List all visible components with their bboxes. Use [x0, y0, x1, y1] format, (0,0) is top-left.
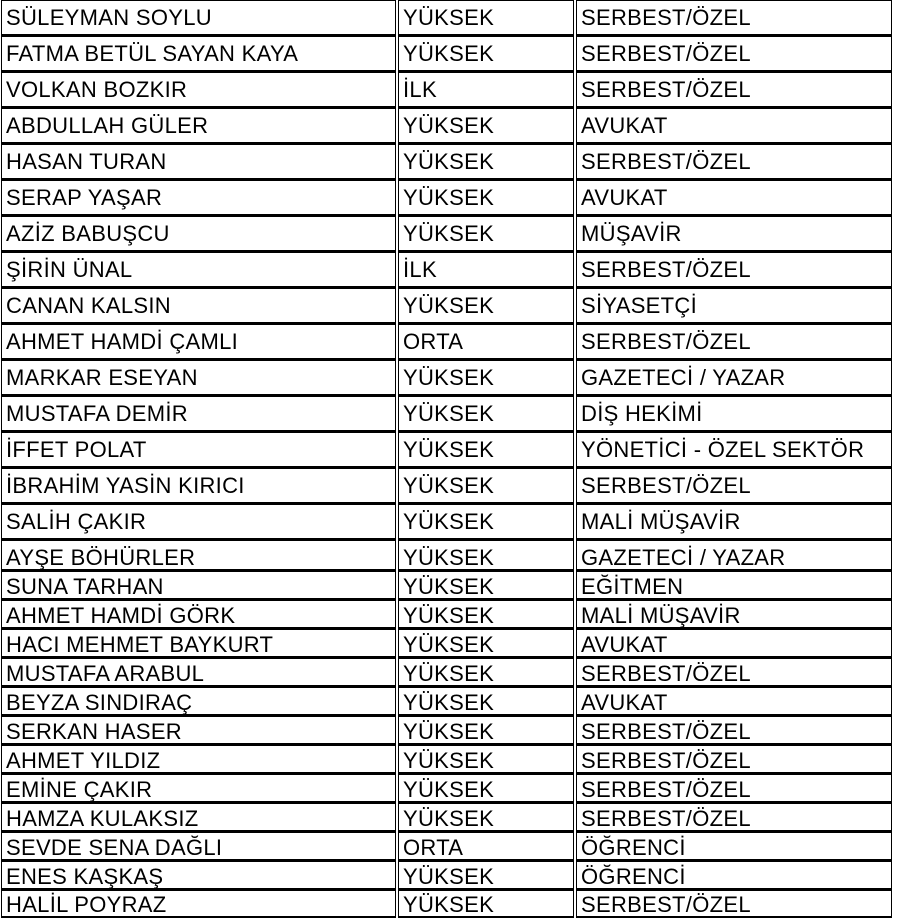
occupation-cell: SERBEST/ÖZEL	[576, 36, 892, 72]
occupation-cell: EĞİTMEN	[576, 571, 892, 600]
table-row	[0, 716, 900, 745]
table-row	[0, 803, 900, 832]
education-cell: YÜKSEK	[398, 600, 574, 629]
table-row	[0, 832, 900, 861]
name-cell: SALİH ÇAKIR	[1, 504, 396, 540]
name-cell: SÜLEYMAN SOYLU	[1, 0, 396, 36]
table-row	[0, 629, 900, 658]
education-cell: YÜKSEK	[398, 774, 574, 803]
education-cell: YÜKSEK	[398, 861, 574, 890]
occupation-cell: SERBEST/ÖZEL	[576, 468, 892, 504]
occupation-cell: SERBEST/ÖZEL	[576, 774, 892, 803]
table-row	[0, 745, 900, 774]
education-cell: YÜKSEK	[398, 504, 574, 540]
name-cell: VOLKAN BOZKIR	[1, 72, 396, 108]
name-cell: SERAP YAŞAR	[1, 180, 396, 216]
name-cell: HASAN TURAN	[1, 144, 396, 180]
education-cell: YÜKSEK	[398, 0, 574, 36]
table-row	[0, 774, 900, 803]
occupation-cell: SERBEST/ÖZEL	[576, 803, 892, 832]
occupation-cell: MÜŞAVİR	[576, 216, 892, 252]
education-cell: YÜKSEK	[398, 396, 574, 432]
table-row	[0, 504, 900, 540]
education-cell: YÜKSEK	[398, 360, 574, 396]
table-row	[0, 324, 900, 360]
table-row	[0, 288, 900, 324]
occupation-cell: AVUKAT	[576, 687, 892, 716]
name-cell: EMİNE ÇAKIR	[1, 774, 396, 803]
occupation-cell: SERBEST/ÖZEL	[576, 72, 892, 108]
occupation-cell: DİŞ HEKİMİ	[576, 396, 892, 432]
occupation-cell: SERBEST/ÖZEL	[576, 324, 892, 360]
name-cell: MUSTAFA DEMİR	[1, 396, 396, 432]
name-cell: HAMZA KULAKSIZ	[1, 803, 396, 832]
education-cell: YÜKSEK	[398, 687, 574, 716]
table-row	[0, 216, 900, 252]
name-cell: AHMET YILDIZ	[1, 745, 396, 774]
table-row	[0, 571, 900, 600]
name-cell: ABDULLAH GÜLER	[1, 108, 396, 144]
table-row	[0, 144, 900, 180]
education-cell: YÜKSEK	[398, 288, 574, 324]
name-cell: SUNA TARHAN	[1, 571, 396, 600]
occupation-cell: SERBEST/ÖZEL	[576, 658, 892, 687]
name-cell: SERKAN HASER	[1, 716, 396, 745]
occupation-cell: ÖĞRENCİ	[576, 832, 892, 861]
occupation-cell: GAZETECİ / YAZAR	[576, 540, 892, 571]
table-row	[0, 108, 900, 144]
name-cell: AZİZ BABUŞCU	[1, 216, 396, 252]
education-cell: YÜKSEK	[398, 216, 574, 252]
table-row	[0, 180, 900, 216]
occupation-cell: MALİ MÜŞAVİR	[576, 504, 892, 540]
table-row	[0, 468, 900, 504]
education-cell: YÜKSEK	[398, 803, 574, 832]
name-cell: MUSTAFA ARABUL	[1, 658, 396, 687]
occupation-cell: ÖĞRENCİ	[576, 861, 892, 890]
occupation-cell: SİYASETÇİ	[576, 288, 892, 324]
name-cell: ENES KAŞKAŞ	[1, 861, 396, 890]
table-row	[0, 540, 900, 571]
occupation-cell: SERBEST/ÖZEL	[576, 890, 892, 918]
occupation-cell: SERBEST/ÖZEL	[576, 252, 892, 288]
name-cell: BEYZA SINDIRAÇ	[1, 687, 396, 716]
table-row	[0, 36, 900, 72]
table-row	[0, 72, 900, 108]
table-row	[0, 432, 900, 468]
name-cell: AYŞE BÖHÜRLER	[1, 540, 396, 571]
table-row	[0, 600, 900, 629]
education-cell: YÜKSEK	[398, 571, 574, 600]
education-cell: YÜKSEK	[398, 108, 574, 144]
name-cell: İBRAHİM YASİN KIRICI	[1, 468, 396, 504]
education-cell: YÜKSEK	[398, 540, 574, 571]
education-cell: YÜKSEK	[398, 432, 574, 468]
occupation-cell: YÖNETİCİ - ÖZEL SEKTÖR	[576, 432, 892, 468]
table-row	[0, 687, 900, 716]
education-cell: YÜKSEK	[398, 658, 574, 687]
occupation-cell: AVUKAT	[576, 180, 892, 216]
name-cell: CANAN KALSIN	[1, 288, 396, 324]
occupation-cell: SERBEST/ÖZEL	[576, 144, 892, 180]
education-cell: YÜKSEK	[398, 745, 574, 774]
education-cell: YÜKSEK	[398, 716, 574, 745]
name-cell: HALİL POYRAZ	[1, 890, 396, 918]
education-cell: YÜKSEK	[398, 144, 574, 180]
name-cell: İFFET POLAT	[1, 432, 396, 468]
education-cell: YÜKSEK	[398, 468, 574, 504]
occupation-cell: SERBEST/ÖZEL	[576, 716, 892, 745]
occupation-cell: SERBEST/ÖZEL	[576, 0, 892, 36]
name-cell: AHMET HAMDİ ÇAMLI	[1, 324, 396, 360]
education-cell: ORTA	[398, 832, 574, 861]
education-cell: YÜKSEK	[398, 629, 574, 658]
occupation-cell: AVUKAT	[576, 629, 892, 658]
table-row	[0, 890, 900, 918]
table-row	[0, 252, 900, 288]
education-cell: YÜKSEK	[398, 890, 574, 918]
education-cell: ORTA	[398, 324, 574, 360]
education-cell: YÜKSEK	[398, 180, 574, 216]
occupation-cell: GAZETECİ / YAZAR	[576, 360, 892, 396]
education-cell: YÜKSEK	[398, 36, 574, 72]
table-row	[0, 360, 900, 396]
table-row	[0, 658, 900, 687]
table-row	[0, 396, 900, 432]
name-cell: SEVDE SENA DAĞLI	[1, 832, 396, 861]
name-cell: ŞİRİN ÜNAL	[1, 252, 396, 288]
occupation-cell: MALİ MÜŞAVİR	[576, 600, 892, 629]
education-cell: İLK	[398, 72, 574, 108]
occupation-cell: AVUKAT	[576, 108, 892, 144]
education-cell: İLK	[398, 252, 574, 288]
table-row	[0, 861, 900, 890]
name-cell: AHMET HAMDİ GÖRK	[1, 600, 396, 629]
name-cell: MARKAR ESEYAN	[1, 360, 396, 396]
name-cell: FATMA BETÜL SAYAN KAYA	[1, 36, 396, 72]
occupation-cell: SERBEST/ÖZEL	[576, 745, 892, 774]
table-row	[0, 0, 900, 36]
name-cell: HACI MEHMET BAYKURT	[1, 629, 396, 658]
